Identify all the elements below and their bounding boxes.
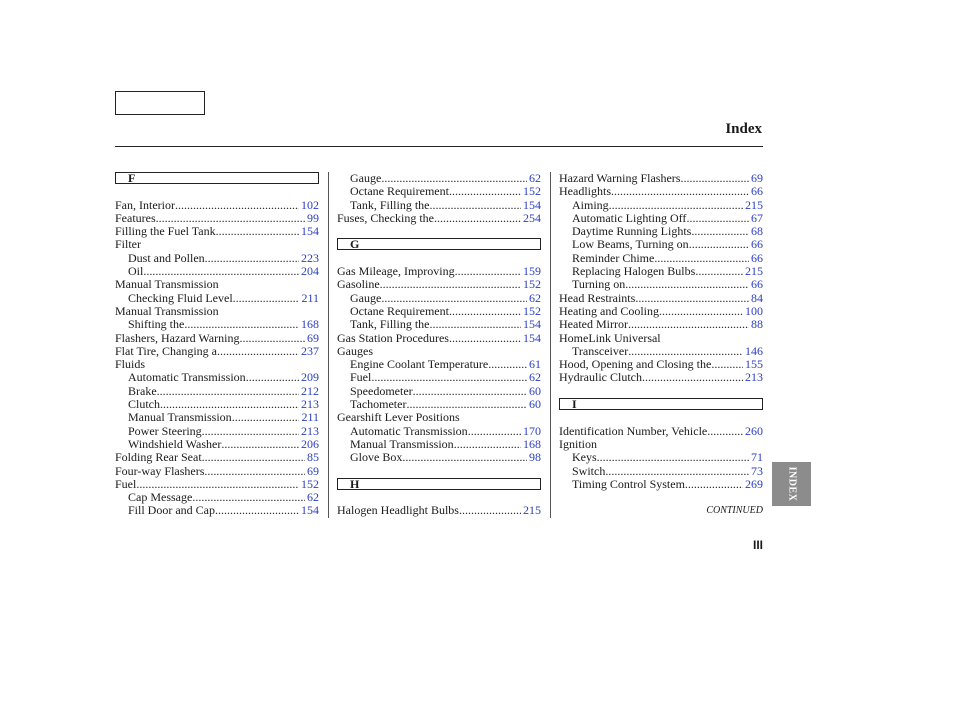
- section-letter-box: [115, 172, 319, 184]
- header-tab-box: [115, 91, 205, 115]
- index-entry[interactable]: [115, 398, 319, 411]
- index-entry[interactable]: [115, 411, 319, 424]
- dot-leader: [609, 199, 743, 212]
- dot-leader: [628, 345, 743, 358]
- dot-leader: [371, 371, 527, 384]
- dot-leader: [156, 212, 305, 225]
- dot-leader: [628, 318, 749, 331]
- section-letter-f: [115, 172, 319, 185]
- entry-label: Octane Requirement: [350, 303, 449, 318]
- entry-label: Gauge: [350, 290, 382, 305]
- index-entry[interactable]: [115, 451, 319, 464]
- dot-leader: [449, 185, 521, 198]
- dot-leader: [691, 225, 749, 238]
- index-entry[interactable]: [115, 465, 319, 478]
- entry-label: Identification Number, Vehicle: [559, 423, 708, 438]
- entry-label: Switch: [572, 463, 606, 478]
- dot-leader: [605, 465, 749, 478]
- page-link[interactable]: 159: [523, 264, 541, 279]
- page-link[interactable]: 168: [523, 436, 541, 451]
- section-letter: I: [572, 397, 577, 412]
- page-link[interactable]: 213: [745, 370, 763, 385]
- page-link[interactable]: 211: [301, 290, 319, 305]
- entry-label: Fan, Interior: [115, 197, 175, 212]
- entry-label: Cap Message: [128, 490, 193, 505]
- page-link[interactable]: 215: [523, 503, 541, 518]
- entry-label: Folding Rear Seat: [115, 450, 202, 465]
- dot-leader: [680, 172, 749, 185]
- index-entry[interactable]: [115, 385, 319, 398]
- section-letter-g: [337, 238, 541, 251]
- index-heading: Manual Transmission: [115, 303, 219, 318]
- index-entry[interactable]: [559, 172, 763, 185]
- dot-leader: [686, 212, 749, 225]
- index-entry[interactable]: [559, 252, 763, 265]
- index-heading: Gauges: [337, 343, 373, 358]
- page-title: Index: [725, 121, 762, 137]
- index-entry[interactable]: [115, 345, 319, 358]
- index-entry[interactable]: [559, 358, 763, 371]
- dot-leader: [381, 172, 527, 185]
- entry-label: Gauge: [350, 171, 382, 185]
- blank-row: [115, 185, 319, 198]
- page-link[interactable]: 152: [301, 476, 319, 491]
- entry-label: Automatic Lighting Off: [572, 210, 687, 225]
- entry-label: Transceiver: [572, 343, 629, 358]
- dot-leader: [413, 385, 527, 398]
- page-link[interactable]: 62: [529, 290, 541, 305]
- dot-leader: [175, 199, 299, 212]
- dot-leader: [635, 292, 749, 305]
- index-entry[interactable]: [115, 332, 319, 345]
- page-link[interactable]: 254: [523, 210, 541, 225]
- page-link[interactable]: 152: [523, 303, 541, 318]
- dot-leader: [707, 425, 743, 438]
- page-link[interactable]: 88: [751, 317, 763, 332]
- section-letter: G: [350, 237, 360, 252]
- index-entry[interactable]: [559, 212, 763, 225]
- section-letter-i: [559, 398, 763, 411]
- dot-leader: [221, 438, 299, 451]
- dot-leader: [204, 465, 305, 478]
- dot-leader: [192, 491, 305, 504]
- index-entry[interactable]: [559, 345, 763, 358]
- index-heading: HomeLink Universal: [559, 330, 661, 345]
- dot-leader: [205, 252, 299, 265]
- entry-label: Flat Tire, Changing a: [115, 343, 218, 358]
- entry-label: Heated Mirror: [559, 317, 628, 332]
- page-link[interactable]: 212: [301, 383, 319, 398]
- entry-label: Tank, Filling the: [350, 197, 430, 212]
- page-link[interactable]: 152: [523, 277, 541, 292]
- page-number: III: [752, 538, 763, 552]
- dot-leader: [449, 305, 521, 318]
- index-entry[interactable]: [559, 199, 763, 212]
- index-entry[interactable]: [115, 265, 319, 278]
- entry-label: Oil: [128, 264, 144, 279]
- index-entry[interactable]: [337, 385, 541, 398]
- dot-leader: [215, 504, 299, 517]
- index-entry[interactable]: [559, 305, 763, 318]
- section-letter-box: [337, 478, 541, 490]
- dot-leader: [695, 265, 743, 278]
- index-entry[interactable]: [559, 278, 763, 291]
- dot-leader: [402, 451, 527, 464]
- dot-leader: [246, 371, 299, 384]
- entry-label: Manual Transmission: [128, 410, 232, 425]
- entry-label: Halogen Headlight Bulbs: [337, 503, 459, 518]
- index-entry[interactable]: [115, 491, 319, 504]
- index-entry[interactable]: [115, 318, 319, 331]
- page-link[interactable]: 62: [529, 171, 541, 185]
- section-letter-box: [559, 398, 763, 410]
- dot-leader: [430, 199, 522, 212]
- page-link[interactable]: 213: [301, 397, 319, 412]
- entry-label: Gas Station Procedures: [337, 330, 449, 345]
- page-link[interactable]: 152: [523, 184, 541, 199]
- entry-label: Filling the Fuel Tank: [115, 224, 216, 239]
- dot-leader: [184, 318, 299, 331]
- page-link[interactable]: 62: [307, 490, 319, 505]
- entry-label: Octane Requirement: [350, 184, 449, 199]
- page-link[interactable]: 73: [751, 463, 763, 478]
- entry-label: Clutch: [128, 397, 160, 412]
- dot-leader: [625, 278, 749, 291]
- entry-label: Fuel: [115, 476, 137, 491]
- entry-label: Headlights: [559, 184, 611, 199]
- page-link[interactable]: 98: [529, 450, 541, 465]
- index-entry[interactable]: [115, 438, 319, 451]
- entry-label: Hood, Opening and Closing the: [559, 357, 712, 372]
- entry-label: Reminder Chime: [572, 250, 655, 265]
- page-link[interactable]: 62: [529, 370, 541, 385]
- page-link[interactable]: 168: [301, 317, 319, 332]
- entry-label: Checking Fluid Level: [128, 290, 233, 305]
- page-link[interactable]: 211: [301, 410, 319, 425]
- page-link[interactable]: 215: [745, 197, 763, 212]
- index-entry[interactable]: [559, 265, 763, 278]
- index-entry[interactable]: [559, 318, 763, 331]
- index-column-3: [559, 172, 763, 491]
- dot-leader: [406, 398, 527, 411]
- blank-row: [559, 385, 763, 398]
- page-link[interactable]: 66: [751, 277, 763, 292]
- index-entry[interactable]: [115, 199, 319, 212]
- index-entry[interactable]: [559, 465, 763, 478]
- continued-note: CONTINUED: [706, 505, 763, 516]
- dot-leader: [659, 305, 743, 318]
- section-letter: H: [350, 476, 360, 491]
- page-link[interactable]: 85: [307, 450, 319, 465]
- entry-label: Fuses, Checking the: [337, 210, 434, 225]
- page-link[interactable]: 102: [301, 197, 319, 212]
- dot-leader: [202, 451, 305, 464]
- page-link[interactable]: 154: [523, 330, 541, 345]
- index-entry[interactable]: [337, 451, 541, 464]
- index-entry[interactable]: [337, 318, 541, 331]
- index-entry[interactable]: [559, 425, 763, 438]
- page-link[interactable]: 260: [745, 423, 763, 438]
- page-link[interactable]: 69: [307, 463, 319, 478]
- page-link[interactable]: 269: [745, 476, 763, 491]
- page-link[interactable]: 67: [751, 210, 763, 225]
- entry-label: Automatic Transmission: [128, 370, 246, 385]
- page-link[interactable]: 209: [301, 370, 319, 385]
- dot-leader: [381, 292, 527, 305]
- dot-leader: [217, 345, 299, 358]
- dot-leader: [143, 265, 299, 278]
- dot-leader: [216, 225, 299, 238]
- page-link[interactable]: 66: [751, 237, 763, 252]
- title-divider: [115, 146, 763, 147]
- index-heading: Fluids: [115, 357, 146, 372]
- index-entry[interactable]: [337, 425, 541, 438]
- page-link[interactable]: 68: [751, 224, 763, 239]
- dot-leader: [136, 478, 299, 491]
- index-entry[interactable]: [337, 172, 541, 185]
- index-entry[interactable]: [337, 358, 541, 371]
- dot-leader: [468, 425, 521, 438]
- index-entry[interactable]: [115, 252, 319, 265]
- dot-leader: [380, 278, 521, 291]
- dot-leader: [232, 411, 300, 424]
- index-entry[interactable]: [337, 212, 541, 225]
- index-entry[interactable]: [337, 278, 541, 291]
- page-link[interactable]: 154: [523, 317, 541, 332]
- dot-leader: [611, 185, 749, 198]
- entry-label: Power Steering: [128, 423, 202, 438]
- index-entry[interactable]: [115, 478, 319, 491]
- dot-leader: [233, 292, 300, 305]
- index-entry[interactable]: [337, 265, 541, 278]
- dot-leader: [597, 451, 749, 464]
- page-link[interactable]: 146: [745, 343, 763, 358]
- page-link[interactable]: 61: [529, 357, 541, 372]
- index-entry[interactable]: [559, 478, 763, 491]
- dot-leader: [454, 438, 521, 451]
- entry-label: Timing Control System: [572, 476, 685, 491]
- blank-row: [559, 411, 763, 424]
- blank-row: [337, 465, 541, 478]
- entry-label: Low Beams, Turning on: [572, 237, 689, 252]
- index-entry[interactable]: [115, 371, 319, 384]
- section-letter-h: [337, 478, 541, 491]
- index-column-2: [337, 172, 541, 518]
- entry-label: Gasoline: [337, 277, 380, 292]
- entry-label: Fill Door and Cap: [128, 503, 215, 518]
- entry-label: Gas Mileage, Improving: [337, 264, 455, 279]
- index-entry[interactable]: [115, 504, 319, 517]
- index-heading: Gearshift Lever Positions: [337, 410, 460, 425]
- blank-row: [337, 252, 541, 265]
- index-entry[interactable]: [559, 451, 763, 464]
- index-entry[interactable]: [337, 199, 541, 212]
- index-side-tab[interactable]: [772, 462, 811, 506]
- index-entry[interactable]: [559, 225, 763, 238]
- index-entry[interactable]: [559, 238, 763, 251]
- entry-label: Flashers, Hazard Warning: [115, 330, 240, 345]
- page-link[interactable]: 69: [751, 171, 763, 185]
- page-link[interactable]: 84: [751, 290, 763, 305]
- entry-label: Head Restraints: [559, 290, 636, 305]
- index-entry[interactable]: [115, 212, 319, 225]
- entry-label: Four-way Flashers: [115, 463, 205, 478]
- entry-label: Shifting the: [128, 317, 185, 332]
- page-link[interactable]: 213: [301, 423, 319, 438]
- section-letter-box: [337, 238, 541, 250]
- column-divider-2: [550, 172, 551, 518]
- page-link[interactable]: 100: [745, 303, 763, 318]
- index-entry[interactable]: [337, 332, 541, 345]
- entry-label: Tachometer: [350, 397, 407, 412]
- entry-label: Windshield Washer: [128, 436, 222, 451]
- entry-label: Fuel: [350, 370, 372, 385]
- entry-label: Aiming: [572, 197, 609, 212]
- index-entry[interactable]: [115, 292, 319, 305]
- dot-leader: [434, 212, 521, 225]
- blank-row: [337, 491, 541, 504]
- page-link[interactable]: 154: [523, 197, 541, 212]
- dot-leader: [160, 398, 299, 411]
- dot-leader: [689, 238, 749, 251]
- dot-leader: [685, 478, 743, 491]
- entry-label: Heating and Cooling: [559, 303, 659, 318]
- dot-leader: [459, 504, 521, 517]
- column-divider-1: [328, 172, 329, 518]
- dot-leader: [430, 318, 522, 331]
- index-heading: Manual Transmission: [115, 277, 219, 292]
- index-entry[interactable]: [337, 504, 541, 517]
- entry-label: Turning on: [572, 277, 626, 292]
- index-entry[interactable]: [115, 225, 319, 238]
- dot-leader: [642, 371, 743, 384]
- index-entry[interactable]: [337, 371, 541, 384]
- entry-label: Dust and Pollen: [128, 250, 205, 265]
- entry-label: Manual Transmission: [350, 436, 454, 451]
- entry-label: Replacing Halogen Bulbs: [572, 264, 696, 279]
- page-link[interactable]: 215: [745, 264, 763, 279]
- section-letter: F: [128, 171, 136, 185]
- index-column-1: [115, 172, 319, 518]
- dot-leader: [711, 358, 743, 371]
- page-link[interactable]: 69: [307, 330, 319, 345]
- page-link[interactable]: 155: [745, 357, 763, 372]
- page-link[interactable]: 60: [529, 397, 541, 412]
- entry-label: Daytime Running Lights: [572, 224, 692, 239]
- index-entry[interactable]: [337, 185, 541, 198]
- index-entry[interactable]: [337, 292, 541, 305]
- entry-label: Speedometer: [350, 383, 413, 398]
- page-link[interactable]: 223: [301, 250, 319, 265]
- entry-label: Glove Box: [350, 450, 403, 465]
- side-tab-label: INDEX: [786, 466, 797, 502]
- entry-label: Hydraulic Clutch: [559, 370, 642, 385]
- dot-leader: [202, 425, 299, 438]
- page-link[interactable]: 154: [301, 503, 319, 518]
- page-link[interactable]: 237: [301, 343, 319, 358]
- page-link[interactable]: 154: [301, 224, 319, 239]
- index-entry[interactable]: [559, 185, 763, 198]
- entry-label: Keys: [572, 450, 597, 465]
- index-entry[interactable]: [115, 425, 319, 438]
- dot-leader: [449, 332, 521, 345]
- entry-label: Automatic Transmission: [350, 423, 468, 438]
- index-heading: Filter: [115, 237, 141, 252]
- page-link[interactable]: 99: [307, 210, 319, 225]
- entry-label: Features: [115, 210, 156, 225]
- dot-leader: [239, 332, 305, 345]
- dot-leader: [157, 385, 299, 398]
- entry-label: Tank, Filling the: [350, 317, 430, 332]
- blank-row: [337, 225, 541, 238]
- entry-label: Hazard Warning Flashers: [559, 171, 681, 185]
- index-heading: Ignition: [559, 436, 597, 451]
- dot-leader: [654, 252, 749, 265]
- index-entry[interactable]: [337, 398, 541, 411]
- entry-label: Engine Coolant Temperature: [350, 357, 489, 372]
- page-link[interactable]: 206: [301, 436, 319, 451]
- page-link[interactable]: 66: [751, 184, 763, 199]
- index-entry[interactable]: [559, 371, 763, 384]
- dot-leader: [488, 358, 527, 371]
- dot-leader: [455, 265, 521, 278]
- index-entry[interactable]: [337, 305, 541, 318]
- page-link[interactable]: 204: [301, 264, 319, 279]
- index-entry[interactable]: [559, 292, 763, 305]
- page-link[interactable]: 66: [751, 250, 763, 265]
- index-entry[interactable]: [337, 438, 541, 451]
- page-link[interactable]: 60: [529, 383, 541, 398]
- page-link[interactable]: 170: [523, 423, 541, 438]
- page-link[interactable]: 71: [751, 450, 763, 465]
- entry-label: Brake: [128, 383, 157, 398]
